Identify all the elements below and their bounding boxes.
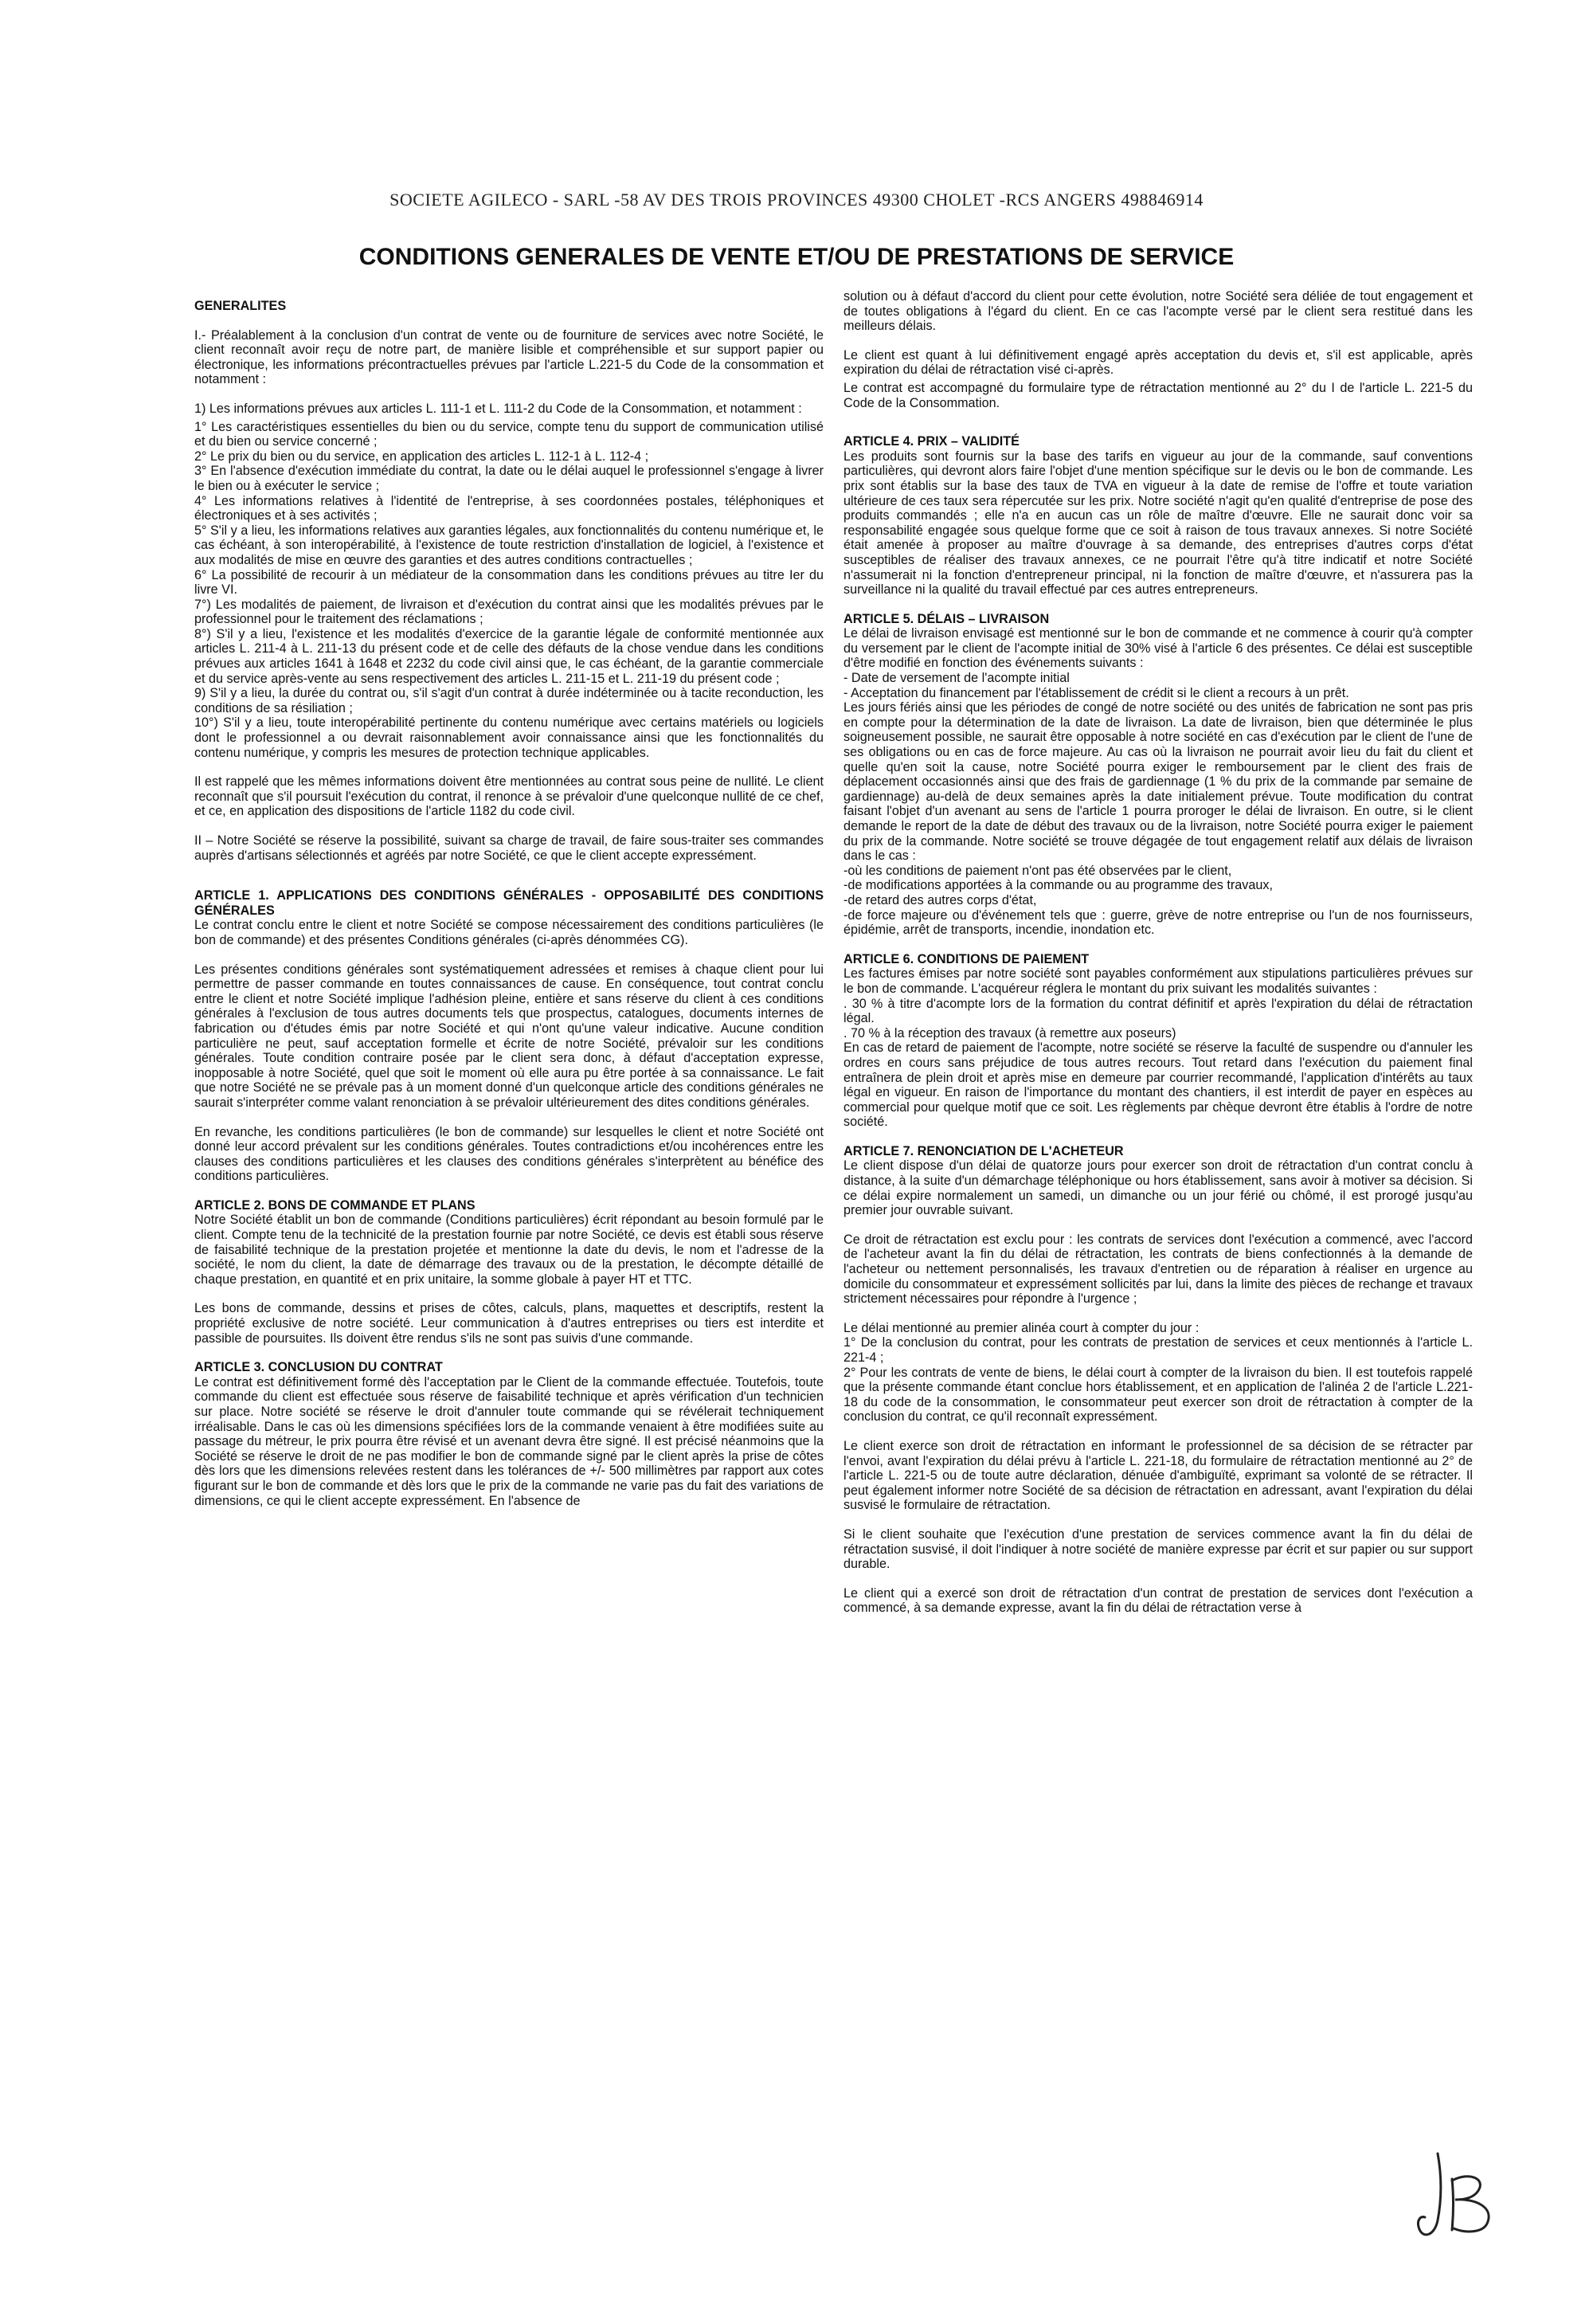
article-2-heading: ARTICLE 2. BONS DE COMMANDE ET PLANS	[194, 1197, 476, 1213]
paragraph-engagement: Le client est quant à lui définitivement engagé après acceptation du devis et, s'il est applicable, après expiration du délai de rétractation visé ci-après.	[843, 347, 1473, 378]
paragraph-list-intro: 1) Les informations prévues aux articles L. 111-1 et L. 111-2 du Code de la Consommation, et notamment :	[194, 401, 802, 416]
left-column	[194, 299, 824, 1523]
list-item: -de force majeure ou d'événement tels que : guerre, grève de notre entreprise ou l'un de nos fournisseurs, épidémie, arrêt de transports, incendie, inondation etc.	[843, 907, 1473, 938]
handwritten-initials-icon	[1414, 2147, 1501, 2247]
list-item: 2° Le prix du bien ou du service, en application des articles L. 112-1 à L. 112-4 ;	[194, 449, 649, 464]
info-list	[194, 420, 824, 761]
article-7-heading: ARTICLE 7. RENONCIATION DE L'ACHETEUR	[843, 1143, 1124, 1158]
article-1-paragraph: Les présentes conditions générales sont systématiquement adressées et remises à chaque client pour lui permettre de passer commande en toutes connaissances de cause. En conséquence, tout contrat conclu entre le client et notre Société implique l'adhésion pleine, entière et sans réserve du client à ces conditions générales à l'exclusion de tous autres documents tels que prospectus, catalogues, documents internes de fabrication ou d'études émis par notre Société et qui n'ont qu'une valeur indicative. Aucune condition particulière ne peut, sauf acceptation formelle et écrite de notre Société, prévaloir sur les conditions générales. Toute condition contraire posée par le client sera donc, à défaut d'acceptation expresse, inopposable à notre Société, quel que soit le moment où elle aura pu être portée à sa connaissance. Le fait que notre Société ne se prévale pas à un moment donné d'un quelconque article des conditions générales ne saurait s'interpréter comme valant renonciation à se prévaloir ultérieurement des dites conditions générales.	[194, 962, 824, 1110]
article-6-paragraph: En cas de retard de paiement de l'acompte, notre société se réserve la faculté de suspendre ou d'annuler les ordres en cours sans préjudice de tous autres recours. Tout retard dans l'exécution du paiement final entraînera de plein droit et après mise en demeure par courrier recommandé, l'application d'intérêts au taux légal en vigueur. En raison de l'importance du montant des chantiers, il est interdit de payer en espèces au commercial pour quelque motif que ce soit. Les règlements par chèque devront être établis à l'ordre de notre société.	[843, 1041, 1473, 1130]
list-item: -où les conditions de paiement n'ont pas été observées par le client,	[843, 863, 1232, 878]
list-item: - Date de versement de l'acompte initial	[843, 671, 1070, 686]
list-item: 7°) Les modalités de paiement, de livraison et d'exécution du contrat ainsi que les modalités prévues par le professionnel pour le traitement des réclamations ;	[194, 597, 824, 627]
list-item: 1° Les caractéristiques essentielles du bien ou du service, compte tenu du support de communication utilisé et du bien ou service concerné ;	[194, 419, 824, 449]
paragraph-formulaire: Le contrat est accompagné du formulaire type de rétractation mentionné au 2° du I de l'article L. 221-5 du Code de la Consommation.	[843, 380, 1473, 410]
article-5-paragraph: Le délai de livraison envisagé est mentionné sur le bon de commande et ne commence à courir qu'à compter du versement par le client de l'acompte initial de 30% visé à l'article 6 des présentes. Ce délai est susceptible d'être modifié en fonction des événements suivants :	[843, 626, 1473, 671]
list-item: - Acceptation du financement par l'établissement de crédit si le client a recours à un prêt.	[843, 685, 1349, 700]
list-item: 2° Pour les contrats de vente de biens, le délai court à compter de la livraison du bien. Il est toutefois rappelé que la présente commande étant conclue hors établissement, et en application de l'alinéa 2 de l'article L.221-18 du code de la consommation, le consommateur peut exercer son droit de rétractation à compter de la conclusion du contrat, ce qu'il reconnaît expressément.	[843, 1365, 1473, 1425]
list-item: -de retard des autres corps d'état,	[843, 892, 1037, 907]
paragraph-generalites-intro: I.- Préalablement à la conclusion d'un contrat de vente ou de fourniture de services avec notre Société, le client reconnaît avoir reçu de notre part, de manière lisible et compréhensible et sur support papier ou électronique, les informations précontractuelles prévues par l'article L.221-5 du Code de la consommation et notamment :	[194, 327, 824, 387]
article-3-heading: ARTICLE 3. CONCLUSION DU CONTRAT	[194, 1360, 443, 1375]
article-6-heading: ARTICLE 6. CONDITIONS DE PAIEMENT	[843, 951, 1090, 966]
article-6-paragraph: Les factures émises par notre société sont payables conformément aux stipulations particulières prévues sur le bon de commande. L'acquéreur réglera le montant du prix suivant les modalités suivantes :	[843, 966, 1473, 996]
article-1-paragraph: Le contrat conclu entre le client et notre Société se compose nécessairement des conditions particulières (le bon de commande) et des présentes Conditions générales (ci-après dénommées CG).	[194, 918, 824, 947]
list-item: -de modifications apportées à la commande ou au programme des travaux,	[843, 878, 1273, 893]
article-4-heading: ARTICLE 4. PRIX – VALIDITÉ	[843, 434, 1020, 449]
list-item: 9) S'il y a lieu, la durée du contrat ou, s'il s'agit d'un contrat à durée indéterminée ou à tacite reconduction, les conditions de sa résiliation ;	[194, 686, 824, 715]
list-item: . 30 % à titre d'acompte lors de la formation du contrat définitif et après l'expiration du délai de rétractation légal.	[843, 996, 1473, 1026]
article-1-paragraph: En revanche, les conditions particulières (le bon de commande) sur lesquelles le client et notre Société ont donné leur accord prévalent sur les conditions générales. Toutes contradictions et/ou incohérences entre les clauses des conditions particulières et les clauses des conditions générales s'interprètent au bénéfice des conditions particulières.	[194, 1124, 824, 1184]
paragraph-sous-traitance: II – Notre Société se réserve la possibilité, suivant sa charge de travail, de faire sous-traiter ses commandes auprès d'artisans sélectionnés et agréés par notre Société, ce que le client accepte expressément.	[194, 833, 824, 863]
article-7-paragraph: Le client dispose d'un délai de quatorze jours pour exercer son droit de rétractation d'un contrat conclu à distance, à la suite d'un démarchage téléphonique ou hors établissement, sans avoir à motiver sa décision. Si ce délai expire normalement un samedi, un dimanche ou un jour férié ou chômé, il est prorogé jusqu'au premier jour ouvrable suivant.	[843, 1158, 1473, 1218]
document-title: CONDITIONS GENERALES DE VENTE ET/OU DE PRESTATIONS DE SERVICE	[358, 244, 1235, 270]
list-item: 4° Les informations relatives à l'identité de l'entreprise, à ses coordonnées postales, téléphoniques et électroniques et à ses activités ;	[194, 493, 824, 523]
article-7-paragraph: Le client qui a exercé son droit de rétractation d'un contrat de prestation de services dont l'exécution a commencé, à sa demande expresse, avant la fin du délai de rétractation verse à	[843, 1585, 1473, 1616]
article-2-paragraph: Notre Société établit un bon de commande (Conditions particulières) écrit répondant au besoin formulé par le client. Compte tenu de la technicité de la prestation fournie par notre Société, ce devis est établi sous réserve de faisabilité technique de la prestation projetée et mentionne la date du devis, le nom et l'adresse de la société, le nom du client, la date de démarrage des travaux ou de la prestation, le décompte détaillé de chaque prestation, en quantité et en prix unitaire, la somme globale à payer HT et TTC.	[194, 1213, 824, 1287]
article-1-heading: ARTICLE 1. APPLICATIONS DES CONDITIONS GÉNÉRALES - OPPOSABILITÉ DES CONDITIONS GÉNÉRALES	[194, 888, 824, 918]
list-item: 10°) S'il y a lieu, toute interopérabilité pertinente du contenu numérique avec certains matériels ou logiciels dont le professionnel a ou devrait raisonnablement avoir connaissance ainsi que les fonctionnalités du contenu numérique, y compris les mesures de protection technique applicables.	[194, 715, 824, 760]
article-5-paragraph: Les jours fériés ainsi que les périodes de congé de notre société ou des unités de fabrication ne sont pas pris en compte pour la détermination de la date de livraison. La date de livraison, bien que déterminée le plus soigneusement possible, ne saurait être opposable à notre société en cas d'exécution par le client de l'une de ses obligations ou en cas de force majeure. Au cas où la livraison ne pourrait avoir lieu du fait du client et quelle qu'en soit la cause, notre Société pourra exiger le remboursement par le client des frais de déplacement occasionnés ainsi que des frais de gardiennage (1 % du prix de la commande par semaine de gardiennage) au-delà de deux semaines après la date initialement prévue. Toute modification du contrat faisant l'objet d'un avenant au sens de l'article 1 pourra proroger le délai de livraison. En outre, si le client demande le report de la date de début des travaux ou de la livraison, notre Société pourra exiger le paiement du prix de la commande. Notre société se trouve dégagée de tout engagement relatif aux délais de livraison dans le cas :	[843, 700, 1473, 864]
article-4-paragraph: Les produits sont fournis sur la base des tarifs en vigueur au jour de la commande, sauf conventions particulières, qui devront alors faire l'objet d'une mention spécifique sur le devis ou le bon de commande. Les prix sont établis sur la base des taux de TVA en vigueur à la date de remise de l'offre et toute variation ultérieure de ces taux sera répercutée sur les prix. Notre société n'agit qu'en qualité d'entreprise de pose des produits commandés ; elle n'a en aucun cas un rôle de maître d'œuvre. Elle ne saurait donc voir sa responsabilité engagée sous quelque forme que ce soit à raison de tous travaux annexes. Si notre Société était amenée à proposer au maître d'ouvrage à sa demande, des entreprises d'autres corps d'état susceptibles de réaliser des travaux annexes, ce ne pourrait l'être qu'à titre indicatif et notre Société n'assumerait ni la fonction d'entrepreneur principal, ni la fonction de maître d'œuvre, et n'assurera pas la surveillance ni la qualité du travail effectué par ces autres entrepreneurs.	[843, 449, 1473, 598]
article-7-paragraph: Si le client souhaite que l'exécution d'une prestation de services commence avant la fin du délai de rétractation susvisé, il doit l'indiquer à notre société de manière expresse par écrit et sur papier ou sur support durable.	[843, 1526, 1473, 1572]
paragraph-rappel: Il est rappelé que les mêmes informations doivent être mentionnées au contrat sous peine de nullité. Le client reconnaît que s'il poursuit l'exécution du contrat, il renonce à se prévaloir d'une quelconque nullité de ce chef, et ce, en application des dispositions de l'article 1182 du code civil.	[194, 774, 824, 819]
company-header: SOCIETE AGILECO - SARL -58 AV DES TROIS PROVINCES 49300 CHOLET -RCS ANGERS 498846914	[389, 190, 1204, 210]
list-item: 8°) S'il y a lieu, l'existence et les modalités d'exercice de la garantie légale de conformité mentionnée aux articles L. 211-4 à L. 211-13 du présent code et de celle des défauts de la chose vendue dans les conditions prévues aux articles 1641 à 1648 et 2232 du code civil ainsi que, le cas échéant, de la garantie commerciale et du service après-vente au sens respectivement des articles L. 211-15 et L. 211-19 du présent code ;	[194, 626, 824, 686]
article-3-continuation: solution ou à défaut d'accord du client pour cette évolution, notre Société sera déliée de tout engagement et de toutes obligations à l'égard du client. En ce cas l'acompte versé par le client sera restitué dans les meilleurs délais.	[843, 289, 1473, 334]
article-3-paragraph: Le contrat est définitivement formé dès l'acceptation par le Client de la commande effectuée. Toutefois, toute commande du client est effectuée sous réserve de faisabilité technique et après vérification d'un technicien sur place. Notre société se réserve le droit d'annuler toute commande qui se révélerait techniquement irréalisable. Dans le cas où les dimensions spécifiées lors de la commande venaient à être modifiées suite au passage du métreur, le prix pourra être révisé et un avenant devra être signé. Il est précisé néanmoins que la Société se réserve le droit de ne pas modifier le bon de commande signé par le client après la prise de côtes dès lors que les dimensions relevées restent dans les tolérances de +/- 500 millimètres par rapport aux cotes figurant sur le bon de commande et dès lors que le prix de la commande ne varie pas du fait des variations de dimensions, ce qui le client accepte expressément. En l'absence de	[194, 1374, 824, 1508]
list-item: 6° La possibilité de recourir à un médiateur de la consommation dans les conditions prévues au titre Ier du livre VI.	[194, 567, 824, 598]
article-5-heading: ARTICLE 5. DÉLAIS – LIVRAISON	[843, 611, 1050, 626]
article-2-paragraph: Les bons de commande, dessins et prises de côtes, calculs, plans, maquettes et descriptifs, restent la propriété exclusive de notre société. Leur communication à d'autres entreprises ou tiers est interdite et passible de poursuites. Ils doivent être rendus s'ils ne sont pas suivis d'une commande.	[194, 1301, 824, 1346]
list-item: 1° De la conclusion du contrat, pour les contrats de prestation de services et ceux mentionnés à l'article L. 221-4 ;	[843, 1335, 1473, 1365]
article-7-paragraph: Le délai mentionné au premier alinéa court à compter du jour :	[843, 1320, 1200, 1335]
section-heading-generalites: GENERALITES	[194, 299, 287, 313]
article-7-paragraph: Le client exerce son droit de rétractation en informant le professionnel de sa décision de se rétracter par l'envoi, avant l'expiration du délai prévu à l'article L. 221-18, du formulaire de rétractation mentionné au 2° de l'article L. 221-5 ou de toute autre déclaration, dénuée d'ambiguïté, exprimant sa volonté de se rétracter. Il peut également informer notre Société de sa décision de rétractation en adressant, avant l'expiration du délai susvisé le formulaire de rétractation.	[843, 1438, 1473, 1513]
right-column	[843, 289, 1473, 1630]
list-item: 5° S'il y a lieu, les informations relatives aux garanties légales, aux fonctionnalités du contenu numérique et, le cas échéant, à son interopérabilité, à l'existence de toute restriction d'installation de logiciel, à l'existence et aux modalités de mise en œuvre des garanties et des autres conditions contractuelles ;	[194, 523, 824, 567]
list-item: . 70 % à la réception des travaux (à remettre aux poseurs)	[843, 1025, 1176, 1041]
article-7-paragraph: Ce droit de rétractation est exclu pour : les contrats de services dont l'exécution a commencé, avec l'accord de l'acheteur avant la fin du délai de rétractation, les contrats de biens confectionnés à la demande de l'acheteur ou nettement personnalisés, les travaux d'entretien ou de réparation à réaliser en urgence au domicile du consommateur et expressément sollicités par lui, dans la limite des pièces de rechange et travaux strictement nécessaires pour répondre à l'urgence ;	[843, 1232, 1473, 1307]
list-item: 3° En l'absence d'exécution immédiate du contrat, la date ou le délai auquel le professionnel s'engage à livrer le bien ou à exécuter le service ;	[194, 464, 824, 493]
